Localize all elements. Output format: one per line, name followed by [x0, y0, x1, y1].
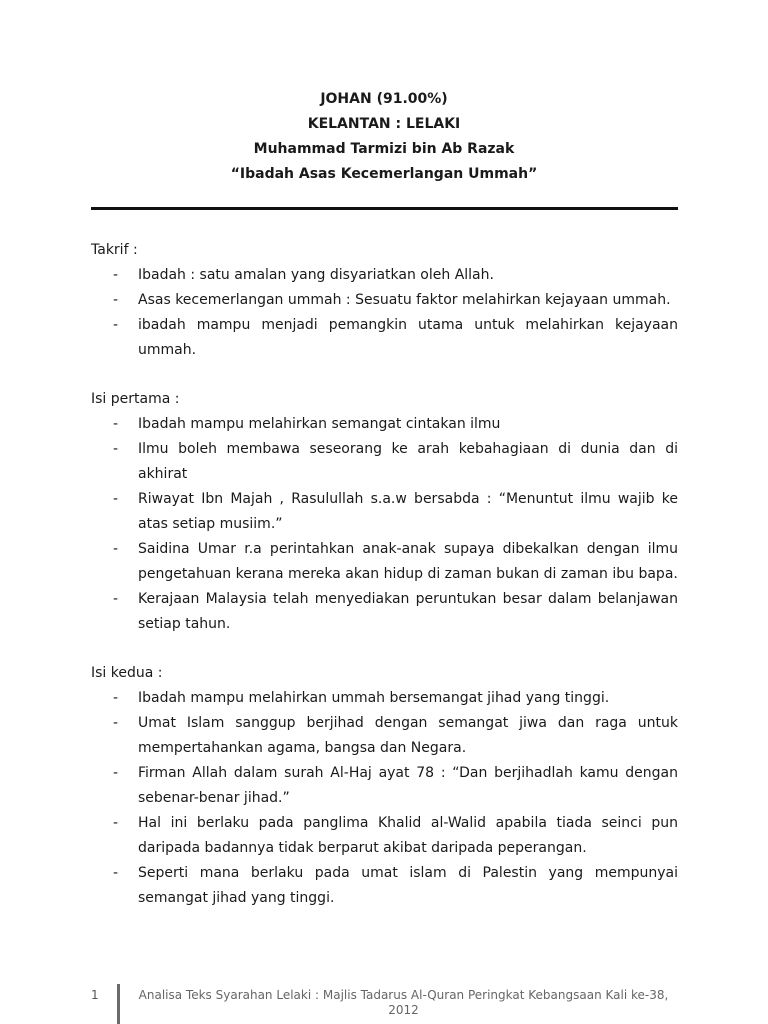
list-item-text: Firman Allah dalam surah Al-Haj ayat 78 : “Dan berjihadlah kamu dengan sebenar-benar jihad.”: [138, 765, 678, 806]
list-item: [91, 761, 678, 811]
bullet-dash: -: [113, 292, 119, 308]
bullet-dash: -: [113, 491, 119, 507]
bullet-dash: -: [113, 865, 119, 881]
list-item: [91, 811, 678, 861]
list-item-text: Ibadah : satu amalan yang disyariatkan oleh Allah.: [138, 267, 494, 283]
footer-text: Analisa Teks Syarahan Lelaki : Majlis Tadarus Al-Quran Peringkat Kebangsaan Kali ke-38, 2012: [138, 988, 669, 1017]
list-item-text: Umat Islam sanggup berjihad dengan semangat jiwa dan raga untuk mempertahankan agama, bangsa dan Negara.: [138, 715, 678, 756]
list-item: [91, 437, 678, 487]
category-title: KELANTAN : LELAKI: [307, 116, 461, 132]
speaker-name: Muhammad Tarmizi bin Ab Razak: [253, 141, 515, 157]
list-item: [91, 487, 678, 537]
document-body: [91, 238, 678, 935]
bullet-dash: -: [113, 541, 119, 557]
list-item-text: Saidina Umar r.a perintahkan anak-anak supaya dibekalkan dengan ilmu pengetahuan kerana mereka akan hidup di zaman bukan di zaman ibu bapa.: [138, 541, 678, 582]
section-isi-pertama: [91, 387, 678, 637]
document-header: [0, 87, 768, 187]
bullet-dash: -: [113, 815, 119, 831]
bullet-list: [91, 263, 678, 363]
bullet-dash: -: [113, 441, 119, 457]
list-item: [91, 288, 678, 313]
bullet-list: [91, 412, 678, 637]
section-isi-kedua: [91, 661, 678, 911]
list-item-text: Ibadah mampu melahirkan ummah bersemangat jihad yang tinggi.: [138, 690, 610, 706]
section-title: Isi pertama :: [91, 391, 180, 407]
page-number: 1: [91, 988, 99, 1002]
list-item: [91, 537, 678, 587]
list-item: [91, 412, 678, 437]
list-item-text: ibadah mampu menjadi pemangkin utama untuk melahirkan kejayaan ummah.: [138, 317, 678, 358]
bullet-dash: -: [113, 591, 119, 607]
bullet-dash: -: [113, 690, 119, 706]
speech-title: “Ibadah Asas Kecemerlangan Ummah”: [230, 166, 538, 182]
list-item-text: Asas kecemerlangan ummah : Sesuatu faktor melahirkan kejayaan ummah.: [138, 292, 671, 308]
list-item: [91, 686, 678, 711]
section-title: Takrif :: [91, 242, 138, 258]
section-title: Isi kedua :: [91, 665, 163, 681]
list-item: [91, 263, 678, 288]
header-divider: [91, 207, 678, 210]
bullet-dash: -: [113, 715, 119, 731]
bullet-dash: -: [113, 317, 119, 333]
result-title: JOHAN (91.00%): [320, 91, 448, 107]
list-item: [91, 313, 678, 363]
list-item: [91, 587, 678, 637]
bullet-list: [91, 686, 678, 911]
list-item-text: Seperti mana berlaku pada umat islam di Palestin yang mempunyai semangat jihad yang tinggi.: [138, 865, 678, 906]
section-takrif: [91, 238, 678, 363]
list-item-text: Ibadah mampu melahirkan semangat cintakan ilmu: [138, 416, 501, 432]
list-item-text: Hal ini berlaku pada panglima Khalid al-Walid apabila tiada seinci pun daripada badannya tidak berparut akibat daripada peperangan.: [138, 815, 678, 856]
list-item: [91, 861, 678, 911]
list-item-text: Riwayat Ibn Majah , Rasulullah s.a.w bersabda : “Menuntut ilmu wajib ke atas setiap musiim.”: [138, 491, 678, 532]
bullet-dash: -: [113, 416, 119, 432]
bullet-dash: -: [113, 765, 119, 781]
list-item-text: Kerajaan Malaysia telah menyediakan peruntukan besar dalam belanjawan setiap tahun.: [138, 591, 678, 632]
footer-divider: [117, 984, 120, 1024]
list-item-text: Ilmu boleh membawa seseorang ke arah kebahagiaan di dunia dan di akhirat: [138, 441, 678, 482]
page-footer: [91, 986, 678, 1024]
list-item: [91, 711, 678, 761]
bullet-dash: -: [113, 267, 119, 283]
